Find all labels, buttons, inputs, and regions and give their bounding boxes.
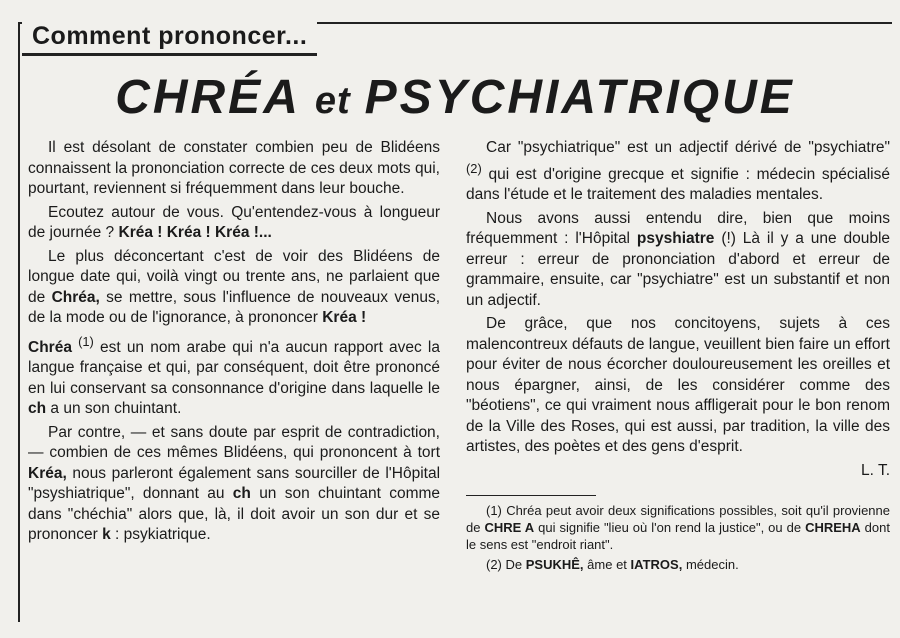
fn2-bold-2: IATROS, (630, 557, 683, 573)
left-p5-text-a: Par contre, — et sans doute par esprit de contradiction, — combien de ces mêmes Blidéens, qui prononcent à tort (28, 423, 440, 462)
fn1-text-c: dont le sens est "endroit riant". (466, 520, 890, 553)
left-paragraph-4 (28, 332, 440, 420)
right-paragraph-2 (466, 209, 890, 312)
left-paragraph-1 (28, 138, 440, 200)
kicker-title: Comment prononcer... (32, 22, 308, 50)
left-p5-bold-3: k (102, 526, 111, 544)
left-paragraph-2 (28, 203, 440, 244)
signature: L. T. (860, 461, 890, 479)
left-p1-text: Il est désolant de constater combien peu de Blidéens connaissent la prononciation correcte de ces deux mots qui, pourtant, reviennent si fréquemment dans leur bouche. (28, 139, 440, 197)
left-p4-text-b: a un son chuintant. (50, 400, 182, 418)
left-p4-text-a: est un nom arabe qui n'a aucun rapport avec la langue française et qui, par conséquent, doit être prononcé en lui conservant sa consonnance d'origine dans laquelle le (28, 338, 440, 397)
fn1-bold-2: CHREHA (805, 520, 861, 536)
signature-row (466, 461, 890, 482)
footnote-1 (466, 502, 890, 553)
fn1-text-a: (1) Chréa peut avoir deux significations possibles, soit qu'il provienne de (466, 503, 890, 536)
left-p5-bold-2: ch (232, 485, 251, 503)
headline (18, 70, 892, 125)
left-paragraph-3 (28, 247, 440, 329)
right-p2-bold: psyshiatre (636, 230, 715, 248)
fn1-bold-1: CHRE A (484, 520, 535, 536)
left-column (28, 138, 440, 549)
footnote-2 (466, 556, 890, 573)
right-p1-text-b: qui est d'origine grecque et signifie : médecin spécialisé dans l'étude et le traitement des maladies mentales. (466, 165, 890, 204)
left-p4-bold-2: ch (28, 400, 47, 418)
left-p3-bold-1: Chréa, (51, 288, 100, 306)
left-p2-text: Ecoutez autour de vous. Qu'entendez-vous à longueur de journée ? (28, 203, 440, 241)
fn2-text-b: âme et (587, 557, 627, 573)
right-p2-text-b: (!) Là il y a une double erreur : erreur de prononciation d'abord et erreur de grammaire, ensuite, car "psychiatre" est un substantif et non un adjectif. (466, 230, 891, 309)
right-paragraph-1 (466, 138, 890, 206)
right-p1-text-a: Car "psychiatrique" est un adjectif dérivé de "psychiatre" (486, 139, 890, 156)
left-p5-text-c: un son chuintant comme dans "chéchia" alors que, là, il doit avoir un son dur et se prononcer (28, 485, 441, 544)
left-p5-text-b: nous parleront également sans sourciller de l'Hôpital "psyshiatrique", donnant au (28, 464, 441, 503)
left-p3-text-a: Le plus déconcertant c'est de voir des Blidéens de longue date qui, voilà vingt ou trente ans, ne parlaient que de (28, 247, 440, 306)
right-p1-ref: (2) (466, 160, 482, 176)
right-p2-text-a: Nous avons aussi entendu dire, bien que moins fréquemment : l'Hôpital (466, 209, 890, 248)
fn1-text-b: qui signifie "lieu où l'on rend la justice", ou de (538, 520, 802, 536)
headline-word-psychiatrique: PSYCHIATRIQUE (364, 71, 795, 124)
left-p3-text-b: se mettre, sous l'influence de nouveaux venus, de la mode ou de l'ignorance, à prononcer (28, 288, 440, 326)
left-p4-ref: (1) (78, 333, 94, 349)
left-paragraph-5 (28, 423, 440, 546)
headline-word-et: et (314, 80, 351, 122)
headline-word-chrea: CHRÉA (115, 71, 301, 124)
left-p5-bold-1: Kréa, (28, 464, 67, 482)
fn2-text-a: (2) De (486, 557, 523, 573)
right-column (466, 138, 890, 576)
right-p3-text: De grâce, que nos concitoyens, sujets à ces malencontreux défauts de langue, veuillent bien faire un effort pour éviter de nous écorcher douloureusement les oreilles et nous épargner, ainsi, de les considérer comme des "béotiens", ce qui vraiment nous affligerait pour le bon renom de la Ville des Roses, qui est aussi, par tradition, la ville des artistes, des poètes et des gens d'esprit. (466, 315, 890, 456)
left-p4-bold: Chréa (28, 338, 72, 356)
left-p3-bold-2: Kréa ! (322, 309, 367, 326)
right-paragraph-3 (466, 314, 890, 458)
fn2-bold-1: PSUKHÊ, (525, 557, 584, 573)
fn2-text-c: médecin. (685, 557, 739, 573)
left-p2-bold: Kréa ! Kréa ! Kréa !... (118, 224, 272, 241)
kicker-box (22, 18, 317, 56)
footnote-rule (466, 495, 596, 496)
left-p5-text-d: : psykiatrique. (115, 526, 211, 544)
